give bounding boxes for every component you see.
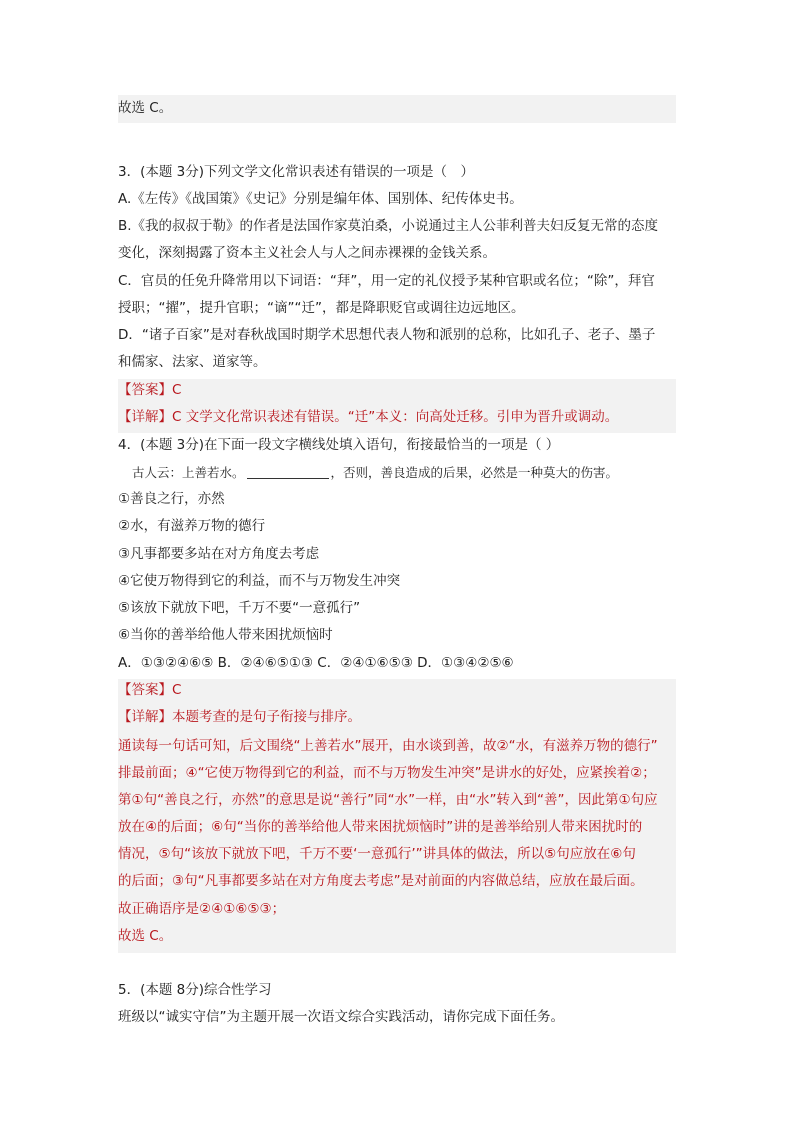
q3-option-d-line1: D．“诸子百家”是对春秋战国时期学术思想代表人物和派别的总称，比如孔子、老子、墨子 <box>118 327 656 343</box>
q3-option-a: A.《左传》《战国策》《史记》分别是编年体、国别体、纪传体史书。 <box>118 191 523 207</box>
q4-detail-label: 【详解】 <box>118 709 172 725</box>
q3-option-c-line1: C．官员的任免升降常用以下词语：“拜”，用一定的礼仪授予某种官职或名位；“除”，拜官 <box>118 273 655 289</box>
q4-detail <box>118 708 361 726</box>
answer-box-top <box>118 95 676 123</box>
q4-answer-value: C <box>172 682 182 698</box>
q4-quote <box>132 464 618 482</box>
q4-detail-line: 第①句“善良之行，亦然”的意思是说“善行”同“水”一样，由“水”转入到“善”，因此第①句应 <box>118 792 658 808</box>
q4-stem: 4．(本题 3分)在下面一段文字横线处填入语句，衔接最恰当的一项是（ ） <box>118 437 560 453</box>
q4-detail-line: 故选 C。 <box>118 928 173 944</box>
q3-answer-value: C <box>172 382 182 398</box>
q4-detail-line: 情况，⑤句“该放下就放下吧，千万不要‘一意孤行’”讲具体的做法，所以⑤句应放在⑥句 <box>118 846 636 862</box>
q3-answer-label: 【答案】 <box>118 382 172 398</box>
q4-item: ④它使万物得到它的利益，而不与万物发生冲突 <box>118 573 401 589</box>
q4-item: ②水，有滋养万物的德行 <box>118 518 266 534</box>
q4-detail-line: 放在④的后面；⑥句“当你的善举给他人带来困扰烦恼时”讲的是善举给别人带来困扰时的 <box>118 819 643 835</box>
q4-detail-line: 的后面；③句“凡事都要多站在对方角度去考虑”是对前面的内容做总结，应放在最后面。 <box>118 873 644 889</box>
q4-quote-before: 古人云：上善若水。 <box>132 465 245 480</box>
q3-option-b-line2: 变化，深刻揭露了资本主义社会人与人之间赤裸裸的金钱关系。 <box>118 245 496 261</box>
q3-option-d-line2: 和儒家、法家、道家等。 <box>118 354 267 370</box>
top-box-text: 故选 C。 <box>118 100 173 116</box>
q4-answer-label: 【答案】 <box>118 682 172 698</box>
q4-detail-line: 故正确语序是②④①⑥⑤③； <box>118 901 286 917</box>
q4-item: ③凡事都要多站在对方角度去考虑 <box>118 546 320 562</box>
q3-answer <box>118 381 181 399</box>
q4-blank <box>247 465 329 479</box>
q3-detail <box>118 408 618 426</box>
q4-detail-line: 通读每一句话可知，后文围绕“上善若水”展开，由水谈到善，故②“水，有滋养万物的德行” <box>118 738 658 754</box>
q3-detail-text: C 文学文化常识表述有错误。“迁”本义：向高处迁移。引申为晋升或调动。 <box>172 409 619 425</box>
q4-item: ⑤该放下就放下吧，千万不要“一意孤行” <box>118 600 361 616</box>
q5-stem: 5．(本题 8分)综合性学习 <box>118 982 272 998</box>
q4-item: ⑥当你的善举给他人带来困扰烦恼时 <box>118 627 333 643</box>
q3-stem: 3．(本题 3分)下列文学文化常识表述有错误的一项是（ ） <box>118 164 475 180</box>
q3-option-b-line1: B.《我的叔叔于勒》的作者是法国作家莫泊桑，小说通过主人公菲利普夫妇反复无常的态度 <box>118 218 659 234</box>
q4-item: ①善良之行，亦然 <box>118 491 225 507</box>
q4-quote-after: ，否则，善良造成的后果，必然是一种莫大的伤害。 <box>330 465 619 480</box>
q4-detail-line: 排最前面；④“它使万物得到它的利益，而不与万物发生冲突”是讲水的好处，应紧挨着②； <box>118 765 656 781</box>
q5-intro: 班级以“诚实守信”为主题开展一次语文综合实践活动，请你完成下面任务。 <box>118 1009 564 1025</box>
q4-detail-first: 本题考查的是句子衔接与排序。 <box>172 709 361 725</box>
q3-detail-label: 【详解】 <box>118 409 172 425</box>
q4-options: A．①③②④⑥⑤ B．②④⑥⑤①③ C．②④①⑥⑤③ D．①③④②⑤⑥ <box>118 655 514 671</box>
q3-option-c-line2: 授职；“擢”，提升官职；“谪”“迁”，都是降职贬官或调往边远地区。 <box>118 300 525 316</box>
q4-answer <box>118 681 181 699</box>
